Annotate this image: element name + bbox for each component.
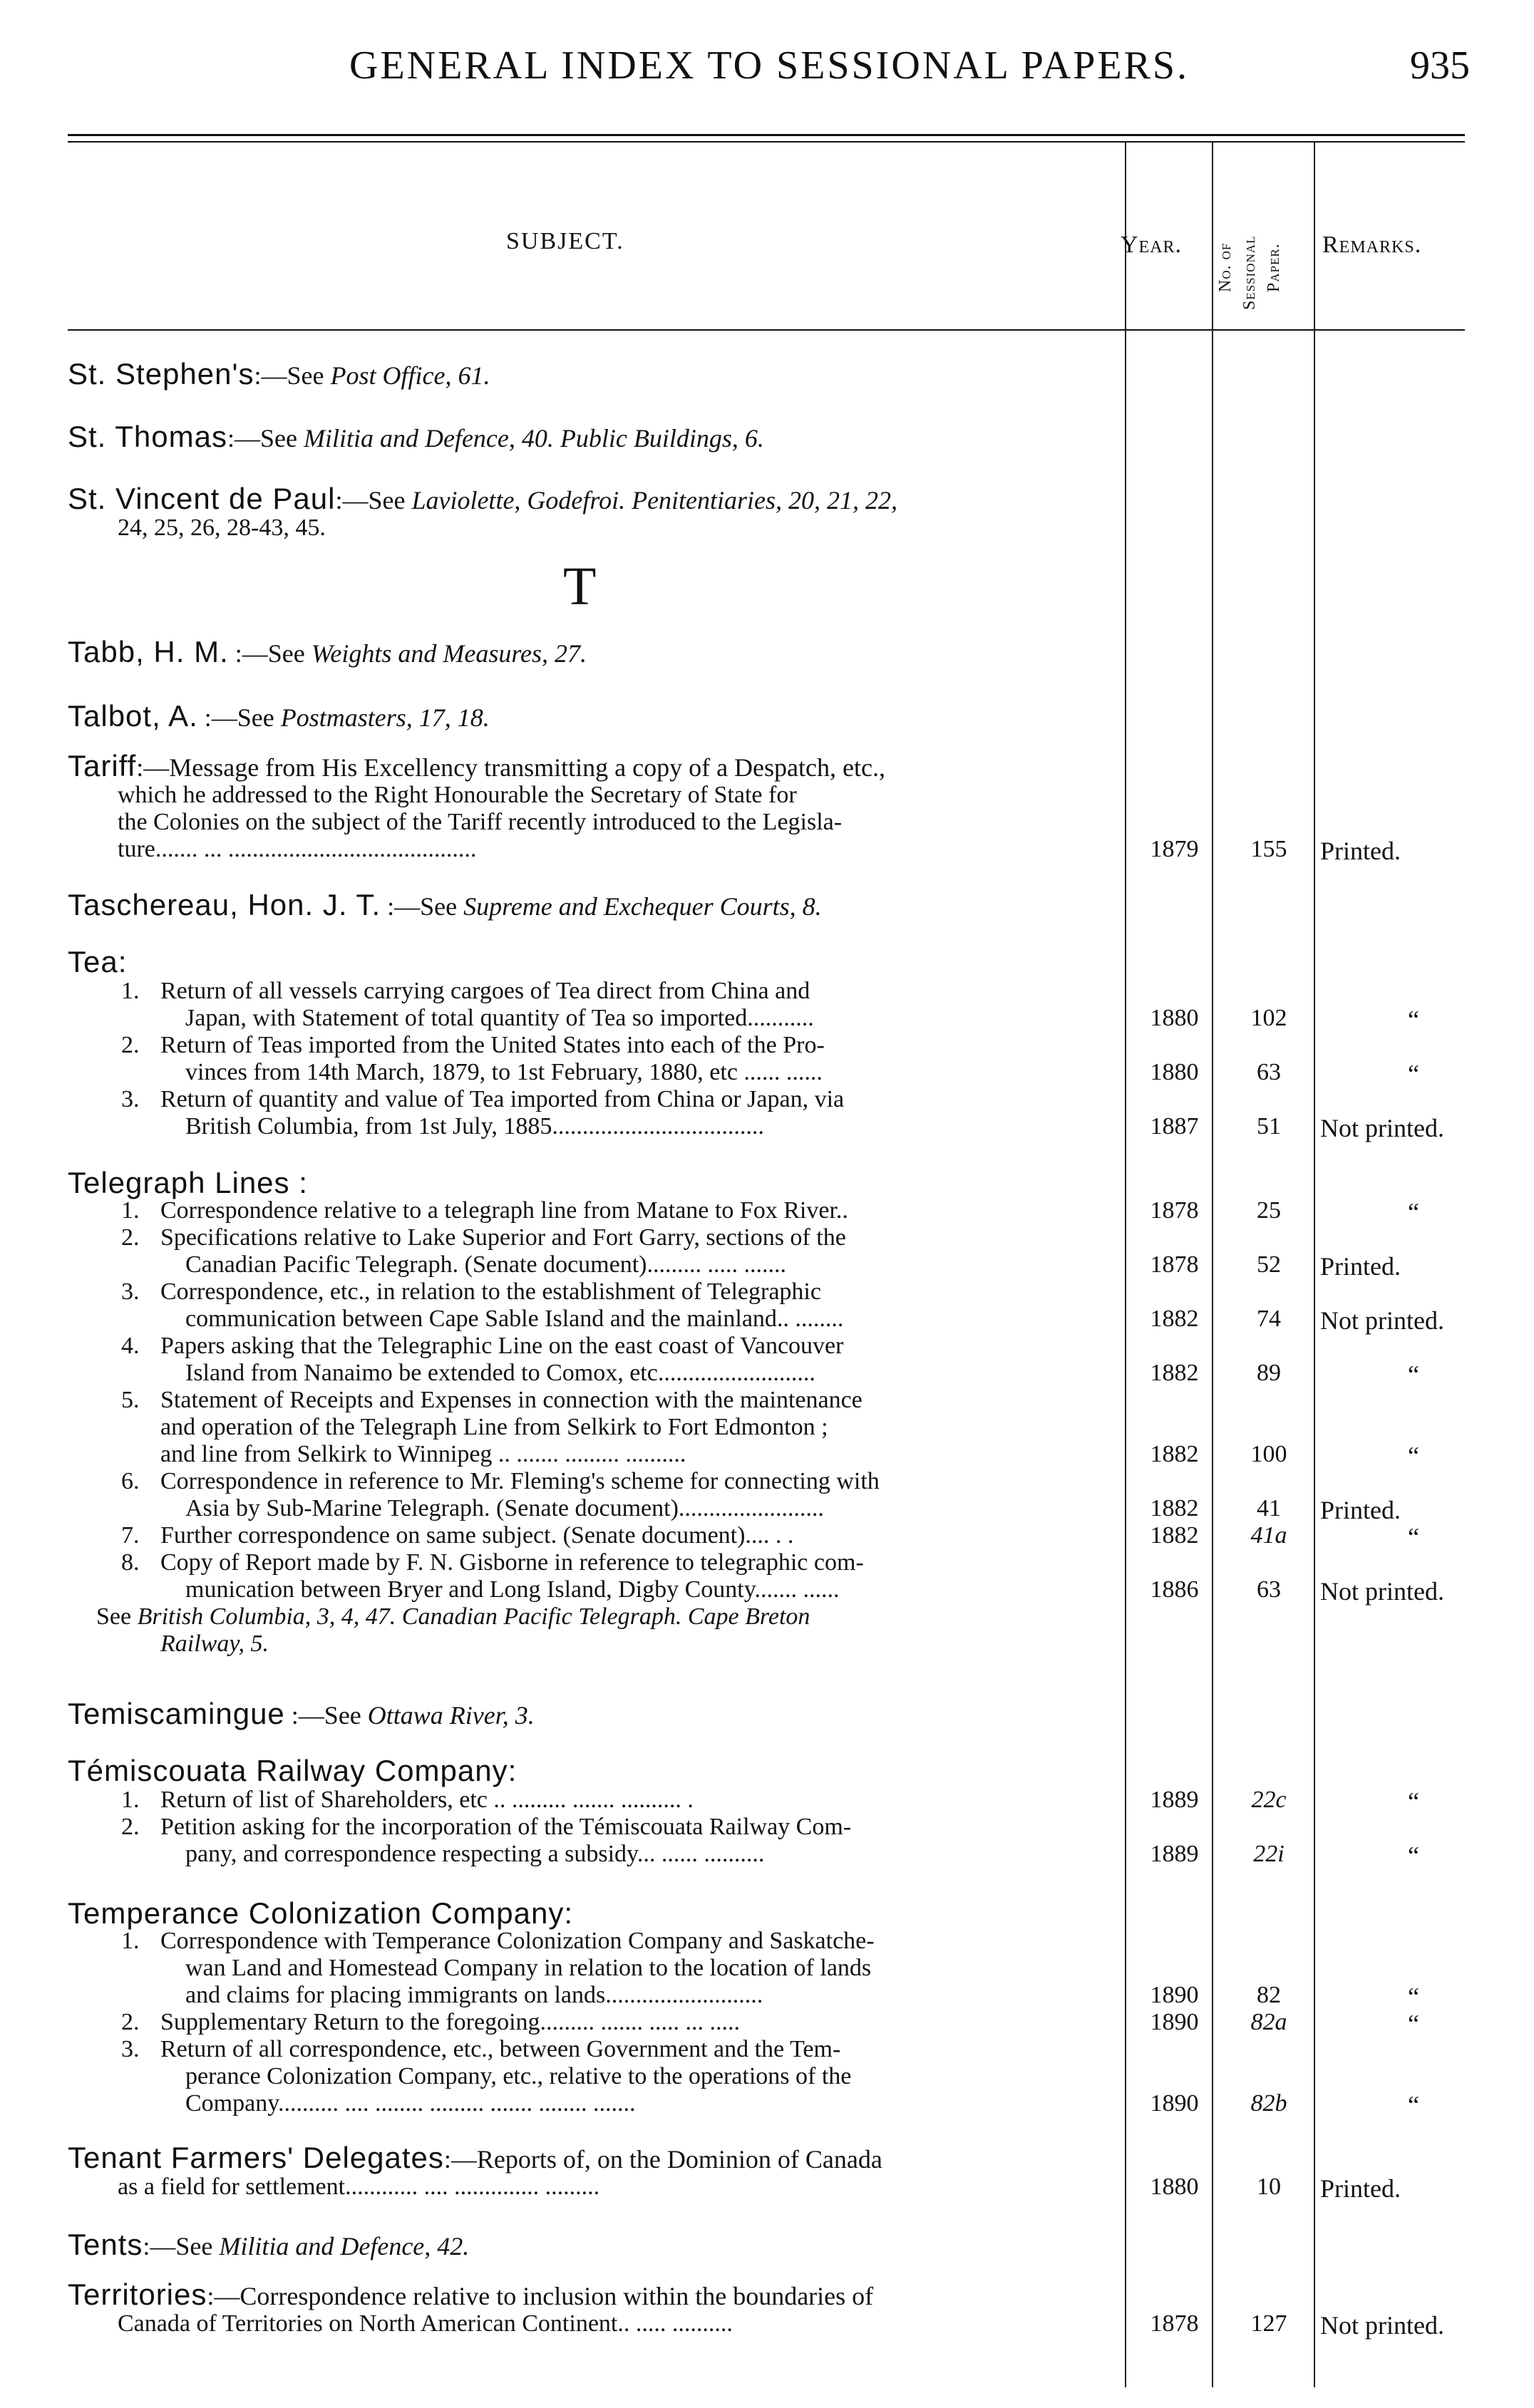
year-cell: 1887	[1150, 1113, 1199, 1140]
remarks-cell: Not printed.	[1320, 1577, 1444, 1606]
entry-line	[68, 699, 1121, 733]
entry-continuation: Canada of Territories on North American Continent.. ..... ..........	[118, 2310, 733, 2337]
item-text: Correspondence in reference to Mr. Fleming's scheme for connecting with	[160, 1468, 880, 1494]
year-cell: 1886	[1150, 1576, 1199, 1603]
remarks-cell: “	[1408, 1006, 1419, 1034]
entry-line	[68, 945, 1121, 978]
year-cell: 1878	[1150, 1251, 1199, 1278]
paper-number-cell: 22c	[1251, 1787, 1287, 1813]
entry-colon: :	[508, 1754, 518, 1787]
paper-number-cell: 89	[1257, 1360, 1281, 1386]
remarks-cell: Not printed.	[1320, 2311, 1444, 2340]
item-text: and operation of the Telegraph Line from Selkirk to Fort Edmonton ;	[160, 1414, 828, 1440]
remarks-cell: “	[1408, 1360, 1419, 1389]
entry-heading: Territories	[68, 2278, 207, 2311]
item-text: Further correspondence on same subject. (Senate document).... . .	[160, 1522, 794, 1549]
year-cell: 1879	[1150, 836, 1199, 862]
remarks-cell: “	[1408, 1442, 1419, 1470]
item-number: 4.	[121, 1333, 140, 1359]
item-text: Return of list of Shareholders, etc .. ......... ....... .......... .	[160, 1787, 694, 1813]
item-number: 6.	[121, 1468, 140, 1494]
entry-colon: :	[118, 945, 128, 978]
entry-text: :—Correspondence relative to inclusion within the boundaries of	[207, 2282, 874, 2310]
entry-heading: Tabb, H. M.	[68, 635, 229, 668]
entry-continuation: the Colonies on the subject of the Tariff recently introduced to the Legisla-	[118, 809, 843, 835]
remarks-cell: “	[1408, 2091, 1419, 2119]
item-text: Return of Teas imported from the United States into each of the Pro-	[160, 1032, 825, 1058]
item-text: Specifications relative to Lake Superior and Fort Garry, sections of the	[160, 1224, 846, 1251]
item-text: Company.......... .... ........ ......... ....... ........ .......	[185, 2090, 636, 2117]
paper-number-cell: 51	[1257, 1113, 1281, 1140]
item-text: wan Land and Homestead Company in relation to the location of lands	[185, 1955, 872, 1981]
item-text: Correspondence, etc., in relation to the establishment of Telegraphic	[160, 1278, 821, 1305]
item-number: 1.	[121, 978, 140, 1004]
entry-colon: :	[564, 1896, 574, 1930]
see-also-line	[96, 1603, 1121, 1631]
entry-text: :—See	[254, 361, 331, 390]
paper-number-cell: 127	[1250, 2310, 1287, 2337]
entry-heading: Telegraph Lines	[68, 1166, 290, 1199]
cross-reference: Militia and Defence, 42.	[219, 2232, 470, 2260]
entry-heading: Talbot, A.	[68, 699, 198, 733]
entry-line	[68, 357, 1121, 391]
paper-number-cell: 22i	[1253, 1841, 1285, 1867]
column-header-paper-line-3: Paper.	[1265, 243, 1283, 292]
year-cell: 1880	[1150, 2174, 1199, 2200]
item-text: Canadian Pacific Telegraph. (Senate document)......... ..... .......	[185, 1251, 786, 1278]
paper-number-cell: 41a	[1250, 1522, 1287, 1549]
paper-number-cell: 82a	[1250, 2009, 1287, 2035]
entry-heading: Tenant Farmers' Delegates	[68, 2141, 444, 2174]
year-cell: 1882	[1150, 1522, 1199, 1549]
item-text: and line from Selkirk to Winnipeg .. ....... ......... ..........	[160, 1441, 686, 1467]
see-label: See	[96, 1603, 132, 1630]
entry-heading: Temiscamingue	[68, 1697, 285, 1730]
entry-continuation: ture....... ... .........................................	[118, 836, 477, 862]
year-cell: 1889	[1150, 1787, 1199, 1813]
year-cell: 1880	[1150, 1005, 1199, 1031]
item-text: Return of all correspondence, etc., between Government and the Tem-	[160, 2036, 841, 2062]
paper-number-cell: 155	[1250, 836, 1287, 862]
remarks-cell: Not printed.	[1320, 1114, 1444, 1142]
page-title: GENERAL INDEX TO SESSIONAL PAPERS.	[349, 43, 1190, 88]
remarks-cell: Printed.	[1320, 837, 1401, 865]
section-letter: T	[563, 557, 597, 616]
remarks-cell: Printed.	[1320, 1252, 1401, 1281]
remarks-cell: “	[1408, 1198, 1419, 1226]
paper-number-cell: 102	[1250, 1005, 1287, 1031]
item-number: 8.	[121, 1549, 140, 1576]
column-header-remarks: Remarks.	[1322, 232, 1422, 258]
entry-line	[68, 1697, 1121, 1730]
item-number: 5.	[121, 1387, 140, 1413]
item-text: Supplementary Return to the foregoing......... ....... ..... ... .....	[160, 2009, 741, 2035]
paper-number-cell: 100	[1250, 1441, 1287, 1467]
entry-heading: St. Vincent de Paul	[68, 482, 336, 515]
entry-colon: :	[289, 1166, 308, 1199]
year-cell: 1890	[1150, 1982, 1199, 2008]
entry-heading: Temperance Colonization Company	[68, 1896, 565, 1930]
item-text: perance Colonization Company, etc., relative to the operations of the	[185, 2063, 852, 2089]
entry-line	[68, 1896, 1121, 1930]
item-text: pany, and correspondence respecting a subsidy... ...... ..........	[185, 1841, 765, 1867]
paper-number-cell: 63	[1257, 1576, 1281, 1603]
paper-number-cell: 41	[1257, 1495, 1281, 1521]
item-number: 2.	[121, 2009, 140, 2035]
entry-heading: Tariff	[68, 749, 137, 782]
column-header-paper-line-2: Sessional	[1240, 235, 1259, 310]
remarks-cell: “	[1408, 1787, 1419, 1816]
column-header-paper-line-1: No. of	[1216, 242, 1235, 292]
cross-reference: Post Office, 61.	[330, 361, 490, 390]
item-text: Papers asking that the Telegraphic Line on the east coast of Vancouver	[160, 1333, 844, 1359]
year-cell: 1890	[1150, 2090, 1199, 2117]
year-cell: 1880	[1150, 1059, 1199, 1085]
remarks-cell: Printed.	[1320, 2174, 1401, 2203]
item-number: 3.	[121, 2036, 140, 2062]
item-number: 2.	[121, 1814, 140, 1840]
item-text: Statement of Receipts and Expenses in connection with the maintenance	[160, 1387, 863, 1413]
item-text: Correspondence with Temperance Colonization Company and Saskatche-	[160, 1928, 875, 1954]
entry-line	[68, 482, 1121, 515]
entry-text: :—See	[335, 486, 412, 515]
item-text: Japan, with Statement of total quantity of Tea so imported...........	[185, 1005, 814, 1031]
item-text: Island from Nanaimo be extended to Comox, etc..........................	[185, 1360, 815, 1386]
cross-reference: Militia and Defence, 40. Public Buildings, 6.	[303, 424, 764, 453]
remarks-cell: “	[1408, 1523, 1419, 1551]
remarks-cell: “	[1408, 2010, 1419, 2038]
entry-heading: Tea	[68, 945, 118, 978]
entry-line	[68, 635, 1121, 668]
entry-line	[68, 2141, 1121, 2174]
entry-continuation: 24, 25, 26, 28-43, 45.	[118, 515, 326, 541]
item-text: communication between Cape Sable Island and the mainland.. ........	[185, 1306, 844, 1332]
remarks-cell: “	[1408, 1841, 1419, 1870]
paper-number-cell: 63	[1257, 1059, 1281, 1085]
item-number: 2.	[121, 1032, 140, 1058]
entry-heading: St. Thomas	[68, 420, 227, 453]
item-text: Asia by Sub-Marine Telegraph. (Senate document)........................	[185, 1495, 824, 1521]
item-number: 3.	[121, 1086, 140, 1112]
item-number: 2.	[121, 1224, 140, 1251]
item-text: Correspondence relative to a telegraph line from Matane to Fox River..	[160, 1197, 848, 1224]
paper-number-cell: 74	[1257, 1306, 1281, 1332]
column-header-subject: SUBJECT.	[506, 228, 624, 254]
entry-continuation: as a field for settlement............ .... .............. .........	[118, 2174, 600, 2200]
entry-text: :—See	[381, 892, 464, 921]
remarks-cell: “	[1408, 1983, 1419, 2011]
item-text: and claims for placing immigrants on lands..........................	[185, 1982, 763, 2008]
item-text: British Columbia, from 1st July, 1885...................................	[185, 1113, 764, 1140]
year-cell: 1882	[1150, 1495, 1199, 1521]
entry-heading: Tents	[68, 2228, 143, 2261]
item-text: Return of quantity and value of Tea imported from China or Japan, via	[160, 1086, 845, 1112]
entry-text: :—See	[228, 639, 312, 668]
entry-line	[68, 2228, 1121, 2261]
item-number: 7.	[121, 1522, 140, 1549]
paper-number-cell: 10	[1257, 2174, 1281, 2200]
item-number: 1.	[121, 1787, 140, 1813]
year-cell: 1878	[1150, 2310, 1199, 2337]
year-cell: 1878	[1150, 1197, 1199, 1224]
paper-number-cell: 82	[1257, 1982, 1281, 2008]
remarks-cell: Printed.	[1320, 1496, 1401, 1524]
year-cell: 1890	[1150, 2009, 1199, 2035]
paper-number-cell: 52	[1257, 1251, 1281, 1278]
item-text: Return of all vessels carrying cargoes of Tea direct from China and	[160, 978, 810, 1004]
cross-reference: Weights and Measures, 27.	[311, 639, 587, 668]
cross-reference: Railway, 5.	[160, 1631, 269, 1657]
entry-text: :—See	[197, 703, 281, 732]
page-number: 935	[1410, 43, 1470, 88]
entry-text: :—Reports of, on the Dominion of Canada	[443, 2145, 882, 2174]
cross-reference: British Columbia, 3, 4, 47. Canadian Pacific Telegraph. Cape Breton	[137, 1603, 810, 1630]
entry-line	[68, 749, 1121, 782]
cross-reference: Laviolette, Godefroi. Penitentiaries, 20, 21, 22,	[411, 486, 898, 515]
entry-line	[68, 1166, 1121, 1199]
entry-continuation: which he addressed to the Right Honourable the Secretary of State for	[118, 782, 797, 808]
entry-text: :—See	[284, 1701, 368, 1730]
cross-reference: Ottawa River, 3.	[367, 1701, 535, 1730]
entry-text: :—See	[227, 424, 304, 453]
entry-line	[68, 888, 1121, 921]
entry-line	[68, 420, 1121, 453]
year-cell: 1889	[1150, 1841, 1199, 1867]
entry-heading: Témiscouata Railway Company	[68, 1754, 508, 1787]
entry-line	[68, 2280, 1121, 2310]
year-cell: 1882	[1150, 1360, 1199, 1386]
entry-heading: Taschereau, Hon. J. T.	[68, 888, 381, 921]
item-text: Copy of Report made by F. N. Gisborne in reference to telegraphic com-	[160, 1549, 864, 1576]
entry-text: :—Message from His Excellency transmitting a copy of a Despatch, etc.,	[136, 753, 885, 782]
year-cell: 1882	[1150, 1441, 1199, 1467]
entry-line	[68, 1754, 1121, 1787]
remarks-cell: “	[1408, 1060, 1419, 1088]
entry-heading: St. Stephen's	[68, 357, 254, 391]
year-cell: 1882	[1150, 1306, 1199, 1332]
paper-number-cell: 82b	[1250, 2090, 1287, 2117]
paper-number-cell: 25	[1257, 1197, 1281, 1224]
item-number: 3.	[121, 1278, 140, 1305]
item-text: munication between Bryer and Long Island, Digby County....... ......	[185, 1576, 840, 1603]
item-text: vinces from 14th March, 1879, to 1st February, 1880, etc ...... ......	[185, 1059, 823, 1085]
item-number: 1.	[121, 1197, 140, 1224]
cross-reference: Postmasters, 17, 18.	[280, 703, 490, 732]
remarks-cell: Not printed.	[1320, 1306, 1444, 1335]
cross-reference: Supreme and Exchequer Courts, 8.	[463, 892, 822, 921]
item-text: Petition asking for the incorporation of the Témiscouata Railway Com-	[160, 1814, 852, 1840]
item-number: 1.	[121, 1928, 140, 1954]
column-header-year: Year.	[1121, 232, 1183, 258]
entry-text: :—See	[143, 2232, 220, 2260]
